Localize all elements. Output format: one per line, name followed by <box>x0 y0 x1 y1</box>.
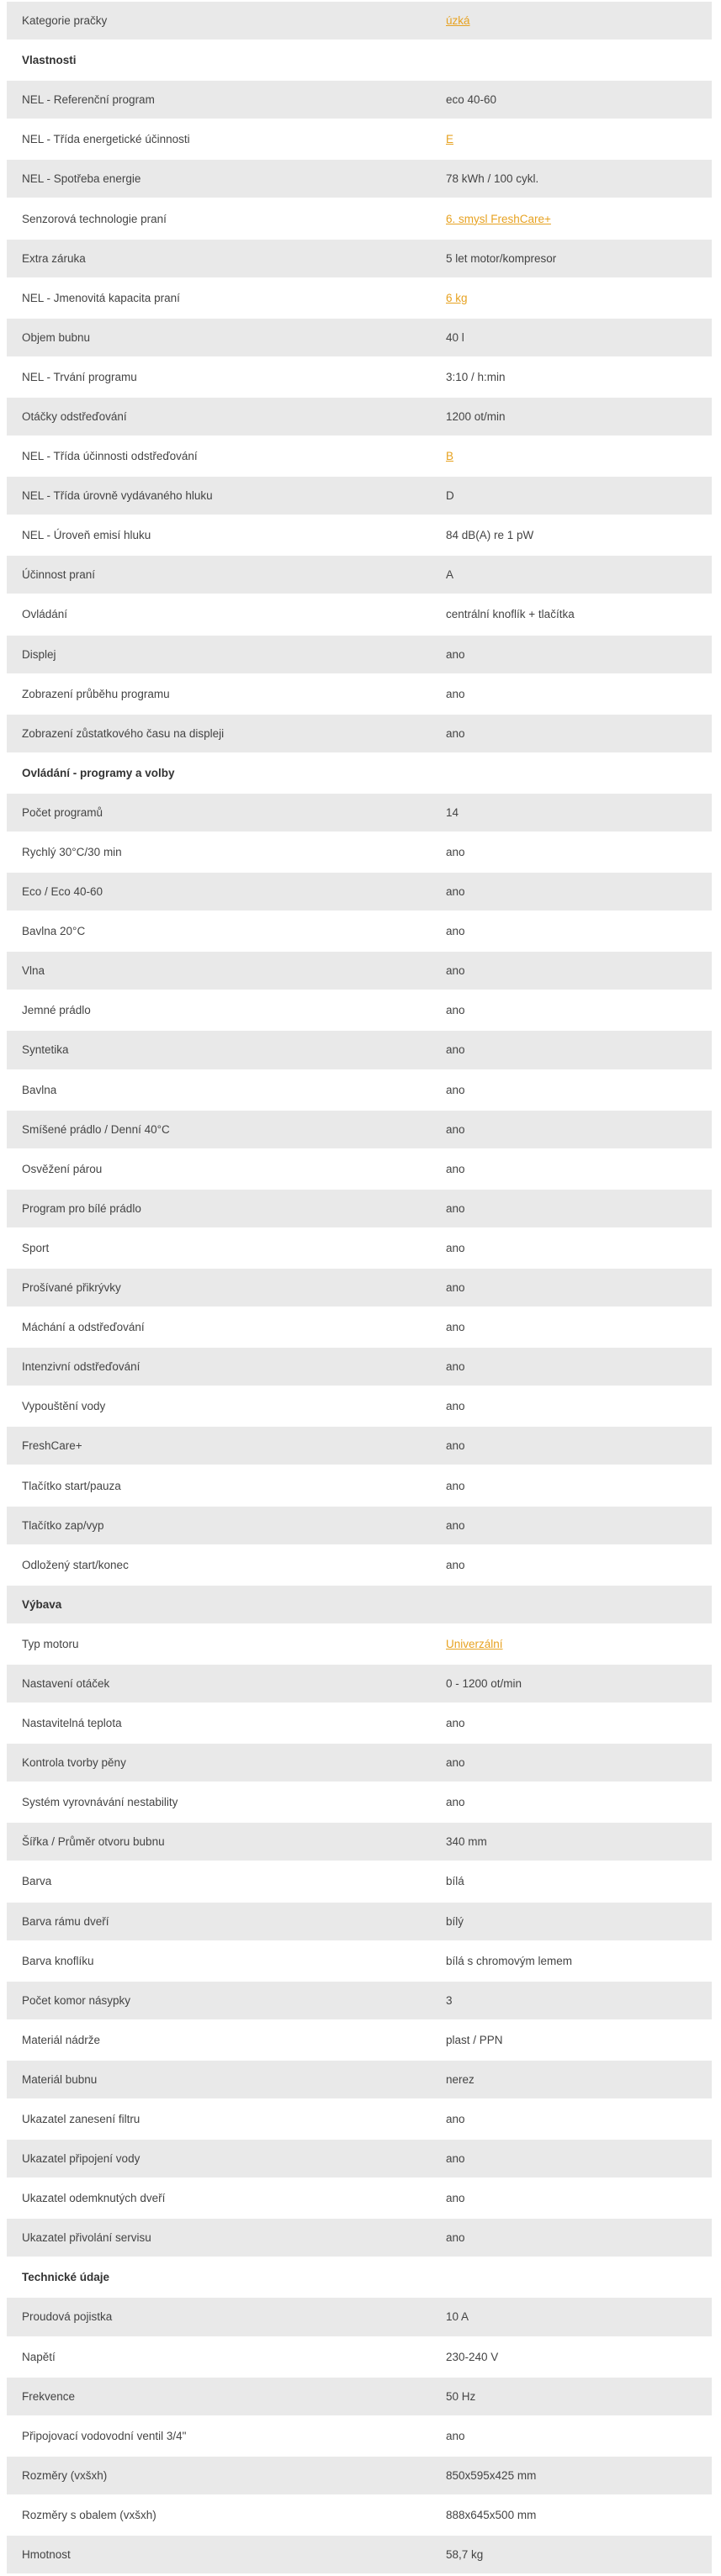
spec-value: ano <box>431 1029 712 1069</box>
spec-row <box>7 2534 712 2573</box>
spec-value: ano <box>431 2098 712 2138</box>
spec-label: Ukazatel zanesení filtru <box>7 2098 431 2138</box>
spec-row <box>7 1821 712 1861</box>
spec-label: Barva knoflíku <box>7 1940 431 1980</box>
spec-row <box>7 831 712 871</box>
spec-label: Zobrazení zůstatkového času na displeji <box>7 713 431 752</box>
spec-row <box>7 990 712 1029</box>
spec-label: Tlačítko zap/vyp <box>7 1505 431 1544</box>
spec-value: ano <box>431 1227 712 1267</box>
spec-value: ano <box>431 1148 712 1188</box>
spec-label: Kategorie pračky <box>7 0 431 40</box>
spec-value: ano <box>431 1069 712 1109</box>
spec-row <box>7 1505 712 1544</box>
section-title: Ovládání - programy a volby <box>7 752 712 792</box>
spec-value: eco 40-60 <box>431 79 712 119</box>
spec-label: Šířka / Průměr otvoru bubnu <box>7 1821 431 1861</box>
spec-value: 1200 ot/min <box>431 396 712 435</box>
spec-label: Nastavení otáček <box>7 1663 431 1702</box>
section-title: Vlastnosti <box>7 40 712 79</box>
spec-row <box>7 1544 712 1584</box>
spec-row <box>7 2376 712 2415</box>
spec-value-cell <box>431 119 712 158</box>
spec-value: D <box>431 475 712 515</box>
spec-label: Materiál nádrže <box>7 2019 431 2059</box>
spec-label: Sport <box>7 1227 431 1267</box>
spec-row <box>7 1980 712 2019</box>
spec-label: NEL - Trvání programu <box>7 356 431 396</box>
spec-value-cell <box>431 277 712 317</box>
spec-value: 5 let motor/kompresor <box>431 238 712 277</box>
spec-row <box>7 356 712 396</box>
spec-label: Displej <box>7 634 431 673</box>
spec-row <box>7 1109 712 1148</box>
spec-value: ano <box>431 2138 712 2177</box>
spec-label: Účinnost praní <box>7 554 431 594</box>
spec-label: Extra záruka <box>7 238 431 277</box>
spec-row <box>7 2217 712 2257</box>
spec-row <box>7 1029 712 1069</box>
spec-value: 14 <box>431 792 712 831</box>
spec-value: ano <box>431 1544 712 1584</box>
spec-value-cell <box>431 0 712 40</box>
spec-value: ano <box>431 990 712 1029</box>
spec-value: ano <box>431 1188 712 1227</box>
spec-value-link[interactable]: E <box>446 133 454 146</box>
spec-label: NEL - Třída úrovně vydávaného hluku <box>7 475 431 515</box>
spec-value: ano <box>431 1702 712 1742</box>
spec-label: Barva <box>7 1861 431 1900</box>
spec-label: Smíšené prádlo / Denní 40°C <box>7 1109 431 1148</box>
spec-label: Vlna <box>7 950 431 990</box>
spec-row <box>7 119 712 158</box>
spec-table-body <box>7 0 712 2573</box>
spec-label: NEL - Třída účinnosti odstřeďování <box>7 435 431 475</box>
spec-row <box>7 1663 712 1702</box>
spec-value-link[interactable]: B <box>446 450 454 463</box>
spec-label: Zobrazení průběhu programu <box>7 673 431 713</box>
spec-label: Systém vyrovnávání nestability <box>7 1782 431 1821</box>
spec-value: 50 Hz <box>431 2376 712 2415</box>
spec-value: 888x645x500 mm <box>431 2494 712 2534</box>
section-title: Výbava <box>7 1584 712 1623</box>
spec-row <box>7 317 712 356</box>
spec-value: 340 mm <box>431 1821 712 1861</box>
spec-row <box>7 158 712 198</box>
spec-value-link[interactable]: Univerzální <box>446 1637 503 1650</box>
spec-row <box>7 1386 712 1425</box>
spec-row <box>7 1901 712 1940</box>
spec-row <box>7 515 712 554</box>
spec-row <box>7 673 712 713</box>
spec-label: Jemné prádlo <box>7 990 431 1029</box>
spec-value-link[interactable]: 6 kg <box>446 291 468 304</box>
spec-label: Odložený start/konec <box>7 1544 431 1584</box>
spec-label: Objem bubnu <box>7 317 431 356</box>
spec-label: NEL - Úroveň emisí hluku <box>7 515 431 554</box>
spec-row <box>7 1425 712 1465</box>
spec-value: ano <box>431 2177 712 2217</box>
section-header-row <box>7 40 712 79</box>
spec-row <box>7 2455 712 2494</box>
spec-label: Ukazatel odemknutých dveří <box>7 2177 431 2217</box>
spec-value-cell <box>431 1623 712 1663</box>
spec-label: Bavlna <box>7 1069 431 1109</box>
spec-value: 84 dB(A) re 1 pW <box>431 515 712 554</box>
spec-value: ano <box>431 1425 712 1465</box>
spec-label: Materiál bubnu <box>7 2059 431 2098</box>
spec-label: Syntetika <box>7 1029 431 1069</box>
spec-value: centrální knoflík + tlačítka <box>431 594 712 633</box>
spec-label: FreshCare+ <box>7 1425 431 1465</box>
spec-label: Připojovací vodovodní ventil 3/4" <box>7 2415 431 2455</box>
spec-label: Frekvence <box>7 2376 431 2415</box>
spec-value: ano <box>431 713 712 752</box>
spec-value-cell <box>431 435 712 475</box>
spec-label: Tlačítko start/pauza <box>7 1465 431 1504</box>
spec-label: Napětí <box>7 2336 431 2376</box>
spec-value: ano <box>431 1742 712 1782</box>
spec-value: 10 A <box>431 2296 712 2336</box>
spec-row <box>7 1227 712 1267</box>
spec-value-link[interactable]: úzká <box>446 14 470 28</box>
spec-row <box>7 1306 712 1346</box>
spec-label: Počet programů <box>7 792 431 831</box>
spec-label: Program pro bílé prádlo <box>7 1188 431 1227</box>
spec-row <box>7 198 712 237</box>
spec-label: Ukazatel připojení vody <box>7 2138 431 2177</box>
spec-value: ano <box>431 871 712 911</box>
spec-row <box>7 1069 712 1109</box>
spec-label: Vypouštění vody <box>7 1386 431 1425</box>
spec-value: ano <box>431 634 712 673</box>
spec-row <box>7 2494 712 2534</box>
spec-row <box>7 911 712 950</box>
spec-row <box>7 396 712 435</box>
spec-row <box>7 2336 712 2376</box>
spec-label: Senzorová technologie praní <box>7 198 431 237</box>
spec-label: Rozměry (vxšxh) <box>7 2455 431 2494</box>
spec-value: 0 - 1200 ot/min <box>431 1663 712 1702</box>
spec-row <box>7 1742 712 1782</box>
spec-row <box>7 950 712 990</box>
spec-label: Hmotnost <box>7 2534 431 2573</box>
spec-value: 3:10 / h:min <box>431 356 712 396</box>
section-header-row <box>7 1584 712 1623</box>
spec-value: nerez <box>431 2059 712 2098</box>
spec-value: ano <box>431 1505 712 1544</box>
spec-label: Kontrola tvorby pěny <box>7 1742 431 1782</box>
spec-label: Počet komor násypky <box>7 1980 431 2019</box>
spec-row <box>7 277 712 317</box>
spec-label: Osvěžení párou <box>7 1148 431 1188</box>
spec-value-link[interactable]: 6. smysl FreshCare+ <box>446 212 551 225</box>
spec-row <box>7 2296 712 2336</box>
spec-value: 230-240 V <box>431 2336 712 2376</box>
spec-value: A <box>431 554 712 594</box>
spec-row <box>7 1148 712 1188</box>
spec-row <box>7 1861 712 1900</box>
spec-value: ano <box>431 1782 712 1821</box>
spec-row <box>7 554 712 594</box>
spec-value: bílý <box>431 1901 712 1940</box>
spec-value: 78 kWh / 100 cykl. <box>431 158 712 198</box>
spec-value: 850x595x425 mm <box>431 2455 712 2494</box>
section-header-row <box>7 752 712 792</box>
spec-row <box>7 2019 712 2059</box>
spec-value: 3 <box>431 1980 712 2019</box>
spec-row <box>7 0 712 40</box>
spec-row <box>7 2138 712 2177</box>
spec-row <box>7 435 712 475</box>
spec-value: ano <box>431 2415 712 2455</box>
spec-row <box>7 1702 712 1742</box>
spec-row <box>7 1465 712 1504</box>
spec-value: 58,7 kg <box>431 2534 712 2573</box>
spec-label: NEL - Třída energetické účinnosti <box>7 119 431 158</box>
spec-row <box>7 713 712 752</box>
spec-label: Typ motoru <box>7 1623 431 1663</box>
spec-value: ano <box>431 1386 712 1425</box>
spec-row <box>7 1188 712 1227</box>
spec-value: ano <box>431 1306 712 1346</box>
spec-row <box>7 2415 712 2455</box>
spec-value: plast / PPN <box>431 2019 712 2059</box>
spec-row <box>7 2098 712 2138</box>
spec-value: ano <box>431 1109 712 1148</box>
spec-row <box>7 2059 712 2098</box>
spec-row <box>7 792 712 831</box>
spec-label: Ukazatel přivolání servisu <box>7 2217 431 2257</box>
spec-value: ano <box>431 673 712 713</box>
spec-label: Bavlna 20°C <box>7 911 431 950</box>
spec-label: NEL - Jmenovitá kapacita praní <box>7 277 431 317</box>
spec-label: Prošívané přikrývky <box>7 1267 431 1306</box>
spec-row <box>7 1623 712 1663</box>
spec-label: Barva rámu dveří <box>7 1901 431 1940</box>
spec-value-cell <box>431 198 712 237</box>
spec-label: Otáčky odstřeďování <box>7 396 431 435</box>
spec-row <box>7 238 712 277</box>
spec-value: ano <box>431 1267 712 1306</box>
spec-value: 40 l <box>431 317 712 356</box>
section-title: Technické údaje <box>7 2257 712 2296</box>
spec-value: ano <box>431 911 712 950</box>
spec-value: ano <box>431 1346 712 1386</box>
spec-row <box>7 634 712 673</box>
spec-label: NEL - Referenční program <box>7 79 431 119</box>
spec-label: Ovládání <box>7 594 431 633</box>
spec-label: Nastavitelná teplota <box>7 1702 431 1742</box>
spec-value: bílá <box>431 1861 712 1900</box>
spec-value: ano <box>431 831 712 871</box>
spec-label: NEL - Spotřeba energie <box>7 158 431 198</box>
spec-label: Máchání a odstřeďování <box>7 1306 431 1346</box>
spec-row <box>7 79 712 119</box>
spec-value: ano <box>431 2217 712 2257</box>
spec-row <box>7 871 712 911</box>
spec-row <box>7 1267 712 1306</box>
spec-row <box>7 2177 712 2217</box>
spec-label: Intenzivní odstřeďování <box>7 1346 431 1386</box>
spec-row <box>7 1782 712 1821</box>
spec-table <box>7 0 712 2573</box>
spec-row <box>7 594 712 633</box>
spec-value: bílá s chromovým lemem <box>431 1940 712 1980</box>
section-header-row <box>7 2257 712 2296</box>
spec-label: Proudová pojistka <box>7 2296 431 2336</box>
spec-label: Eco / Eco 40-60 <box>7 871 431 911</box>
spec-value: ano <box>431 1465 712 1504</box>
spec-label: Rychlý 30°C/30 min <box>7 831 431 871</box>
spec-value: ano <box>431 950 712 990</box>
spec-row <box>7 1346 712 1386</box>
spec-row <box>7 475 712 515</box>
spec-label: Rozměry s obalem (vxšxh) <box>7 2494 431 2534</box>
spec-row <box>7 1940 712 1980</box>
